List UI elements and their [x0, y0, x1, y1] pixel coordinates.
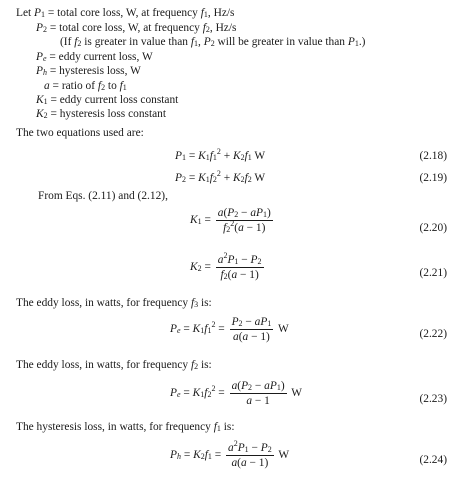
text-eddy-f2: The eddy loss, in watts, for frequency $f_2$ is:	[16, 359, 212, 371]
definition-ph: $P_h$ = hysteresis loss, W	[36, 65, 141, 77]
equation-number: (2.23)	[419, 393, 447, 405]
equation-number: (2.22)	[419, 328, 447, 340]
definition-p2: $P_2$ = total core loss, W, at frequency $f_2$, Hz/s	[36, 22, 237, 34]
equation-2-24: $P_h = K_2f_1$ = $\frac{a^2P_1 - P_2}{a(a - 1)}$ W	[170, 439, 290, 469]
definition-pe: $P_e$ = eddy current loss, W	[36, 51, 153, 63]
definition-k1: $K_1$ = eddy current loss constant	[36, 94, 179, 106]
equation-2-23: $P_e = K_1f_2^2$ = $\frac{a(P_2 - aP_1)}{a - 1}$ W	[170, 380, 303, 407]
equation-number: (2.19)	[419, 172, 447, 184]
definition-note: (If $f_2$ is greater in value than $f_1$, $P_2$ will be greater in value than $P_1$.)	[60, 36, 366, 48]
equation-2-19: $P_2 = K_1f_2^2 + K_2f_2$ W	[175, 169, 266, 184]
text-from-eqs: From Eqs. (2.11) and (2.12),	[38, 190, 168, 202]
equation-2-20: $K_1$ = $\frac{a(P_2 - aP_1)}{f_2^2(a - 1)}$	[190, 207, 271, 234]
text-hyst-f1: The hysteresis loss, in watts, for frequency $f_1$ is:	[16, 421, 235, 433]
equation-2-18: $P_1 = K_1f_1^2 + K_2f_1$ W	[175, 147, 266, 162]
definition-p1: Let $P_1$ = total core loss, W, at frequency $f_1$, Hz/s	[16, 7, 235, 19]
equation-number: (2.21)	[419, 267, 447, 279]
equation-2-21: $K_2$ = $\frac{a^2P_1 - P_2}{f_2(a - 1)}$	[190, 251, 262, 281]
text-two-equations: The two equations used are:	[16, 127, 144, 139]
definition-a: a = ratio of $f_2$ to $f_1$	[44, 80, 127, 92]
equation-number: (2.18)	[419, 150, 447, 162]
equation-number: (2.24)	[419, 454, 447, 466]
equation-number: (2.20)	[419, 222, 447, 234]
text-eddy-f3: The eddy loss, in watts, for frequency $f_3$ is:	[16, 297, 212, 309]
definition-k2: $K_2$ = hysteresis loss constant	[36, 108, 167, 120]
equation-2-22: $P_e = K_1f_1^2$ = $\frac{P_2 - aP_1}{a(a - 1)}$ W	[170, 316, 289, 343]
